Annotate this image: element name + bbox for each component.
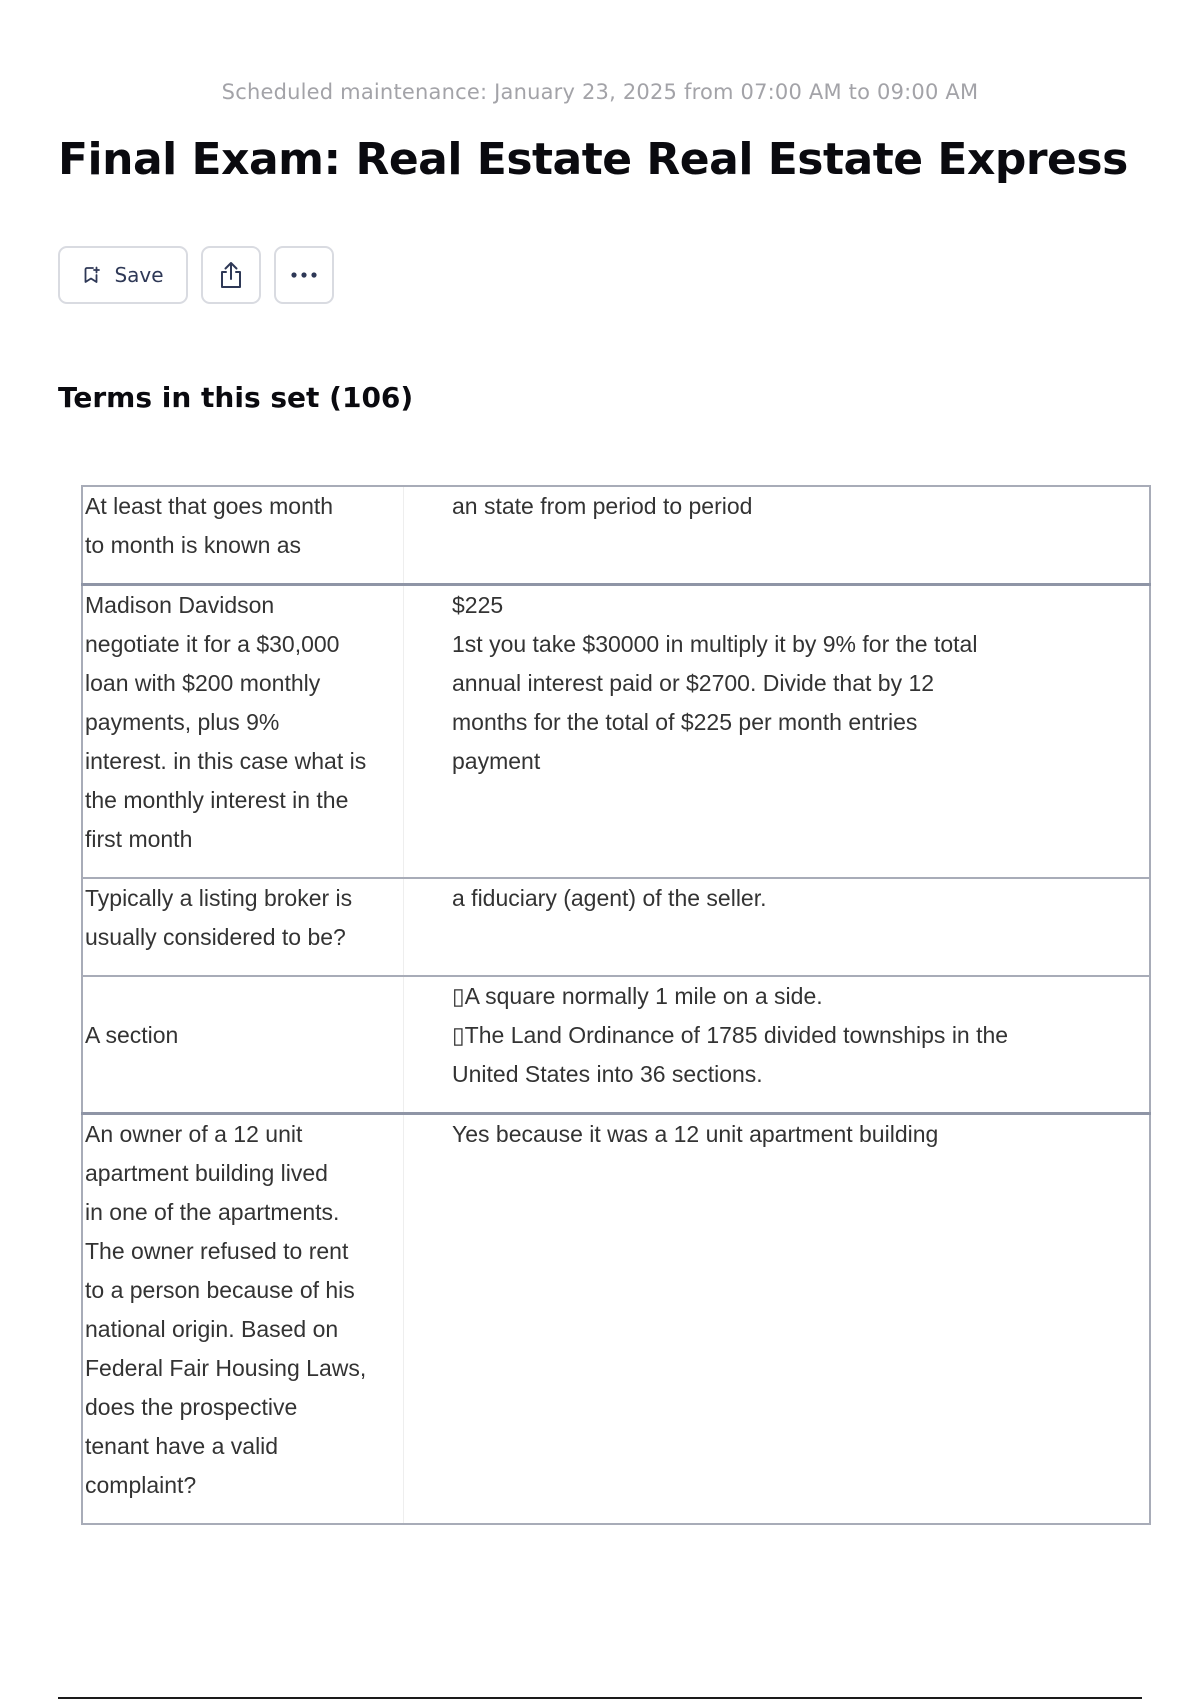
- term-text-line: in one of the apartments.: [85, 1199, 340, 1225]
- definition-text-line: Yes because it was a 12 unit apartment building: [452, 1121, 939, 1147]
- term-text-line: interest. in this case what is: [85, 748, 367, 774]
- toolbar: [58, 246, 334, 304]
- term-text-line: Madison Davidson: [85, 592, 275, 618]
- term-row: [82, 878, 1150, 976]
- term-text-line: usually considered to be?: [85, 924, 346, 950]
- definition-text-line: an state from period to period: [452, 493, 753, 519]
- definition-text: The Land Ordinance of 1785 divided townships in the: [464, 1022, 1009, 1048]
- term-text-line: Federal Fair Housing Laws,: [85, 1355, 367, 1381]
- definition-cell: [404, 1114, 1151, 1525]
- term-text-line: first month: [85, 826, 193, 852]
- term-text-line: The owner refused to rent: [85, 1238, 349, 1264]
- definition-cell: [404, 878, 1151, 976]
- term-text-line: tenant have a valid: [85, 1433, 279, 1459]
- term-row: [82, 585, 1150, 879]
- term-text-line: the monthly interest in the: [85, 787, 349, 813]
- maintenance-banner: Scheduled maintenance: January 23, 2025 from 07:00 AM to 09:00 AM: [221, 80, 979, 104]
- footer-divider: [58, 1697, 1142, 1699]
- term-cell: [82, 976, 404, 1114]
- term-row: [82, 1114, 1150, 1525]
- definition-cell: [404, 976, 1151, 1114]
- definition-text-line: a fiduciary (agent) of the seller.: [452, 885, 767, 911]
- term-text-line: national origin. Based on: [85, 1316, 339, 1342]
- definition-cell: [404, 486, 1151, 585]
- terms-table: [81, 485, 1151, 1525]
- definition-text-line: months for the total of $225 per month entries: [452, 709, 918, 735]
- term-cell: [82, 585, 404, 879]
- definition-text: A square normally 1 mile on a side.: [464, 983, 823, 1009]
- term-text-line: to a person because of his: [85, 1277, 355, 1303]
- term-text-line: apartment building lived: [85, 1160, 328, 1186]
- term-text-line: complaint?: [85, 1472, 197, 1498]
- term-text-line: A section: [85, 1022, 179, 1048]
- definition-text-line: [452, 1016, 1149, 1055]
- definition-text-line: [452, 977, 1149, 1016]
- term-cell: [82, 1114, 404, 1525]
- more-options-button[interactable]: [274, 246, 334, 304]
- page-title: Final Exam: Real Estate Real Estate Express: [58, 134, 1128, 185]
- term-text-line: to month is known as: [85, 532, 302, 558]
- term-cell: [82, 878, 404, 976]
- definition-text-line: United States into 36 sections.: [452, 1061, 763, 1087]
- term-row: [82, 976, 1150, 1114]
- definition-text-line: $225: [452, 592, 504, 618]
- save-button-label: Save: [114, 263, 164, 287]
- definition-text-line: annual interest paid or $2700. Divide that by 12: [452, 670, 935, 696]
- term-text-line: negotiate it for a $30,000: [85, 631, 340, 657]
- missing-glyph-icon: ▯: [452, 983, 465, 1009]
- bookmark-plus-icon: [82, 265, 102, 285]
- term-text-line: At least that goes month: [85, 493, 334, 519]
- term-cell: [82, 486, 404, 585]
- term-text-line: An owner of a 12 unit: [85, 1121, 303, 1147]
- term-text-line: payments, plus 9%: [85, 709, 280, 735]
- share-icon: [217, 260, 245, 290]
- term-text-line: loan with $200 monthly: [85, 670, 321, 696]
- term-row: [82, 486, 1150, 585]
- share-button[interactable]: [201, 246, 261, 304]
- term-text-line: does the prospective: [85, 1394, 298, 1420]
- term-text-line: Typically a listing broker is: [85, 885, 353, 911]
- definition-text-line: payment: [452, 748, 541, 774]
- save-button[interactable]: [58, 246, 188, 304]
- definition-text-line: 1st you take $30000 in multiply it by 9% for the total: [452, 631, 978, 657]
- terms-heading: Terms in this set (106): [58, 381, 414, 414]
- definition-cell: [404, 585, 1151, 879]
- missing-glyph-icon: ▯: [452, 1022, 465, 1048]
- more-horizontal-icon: [290, 271, 318, 279]
